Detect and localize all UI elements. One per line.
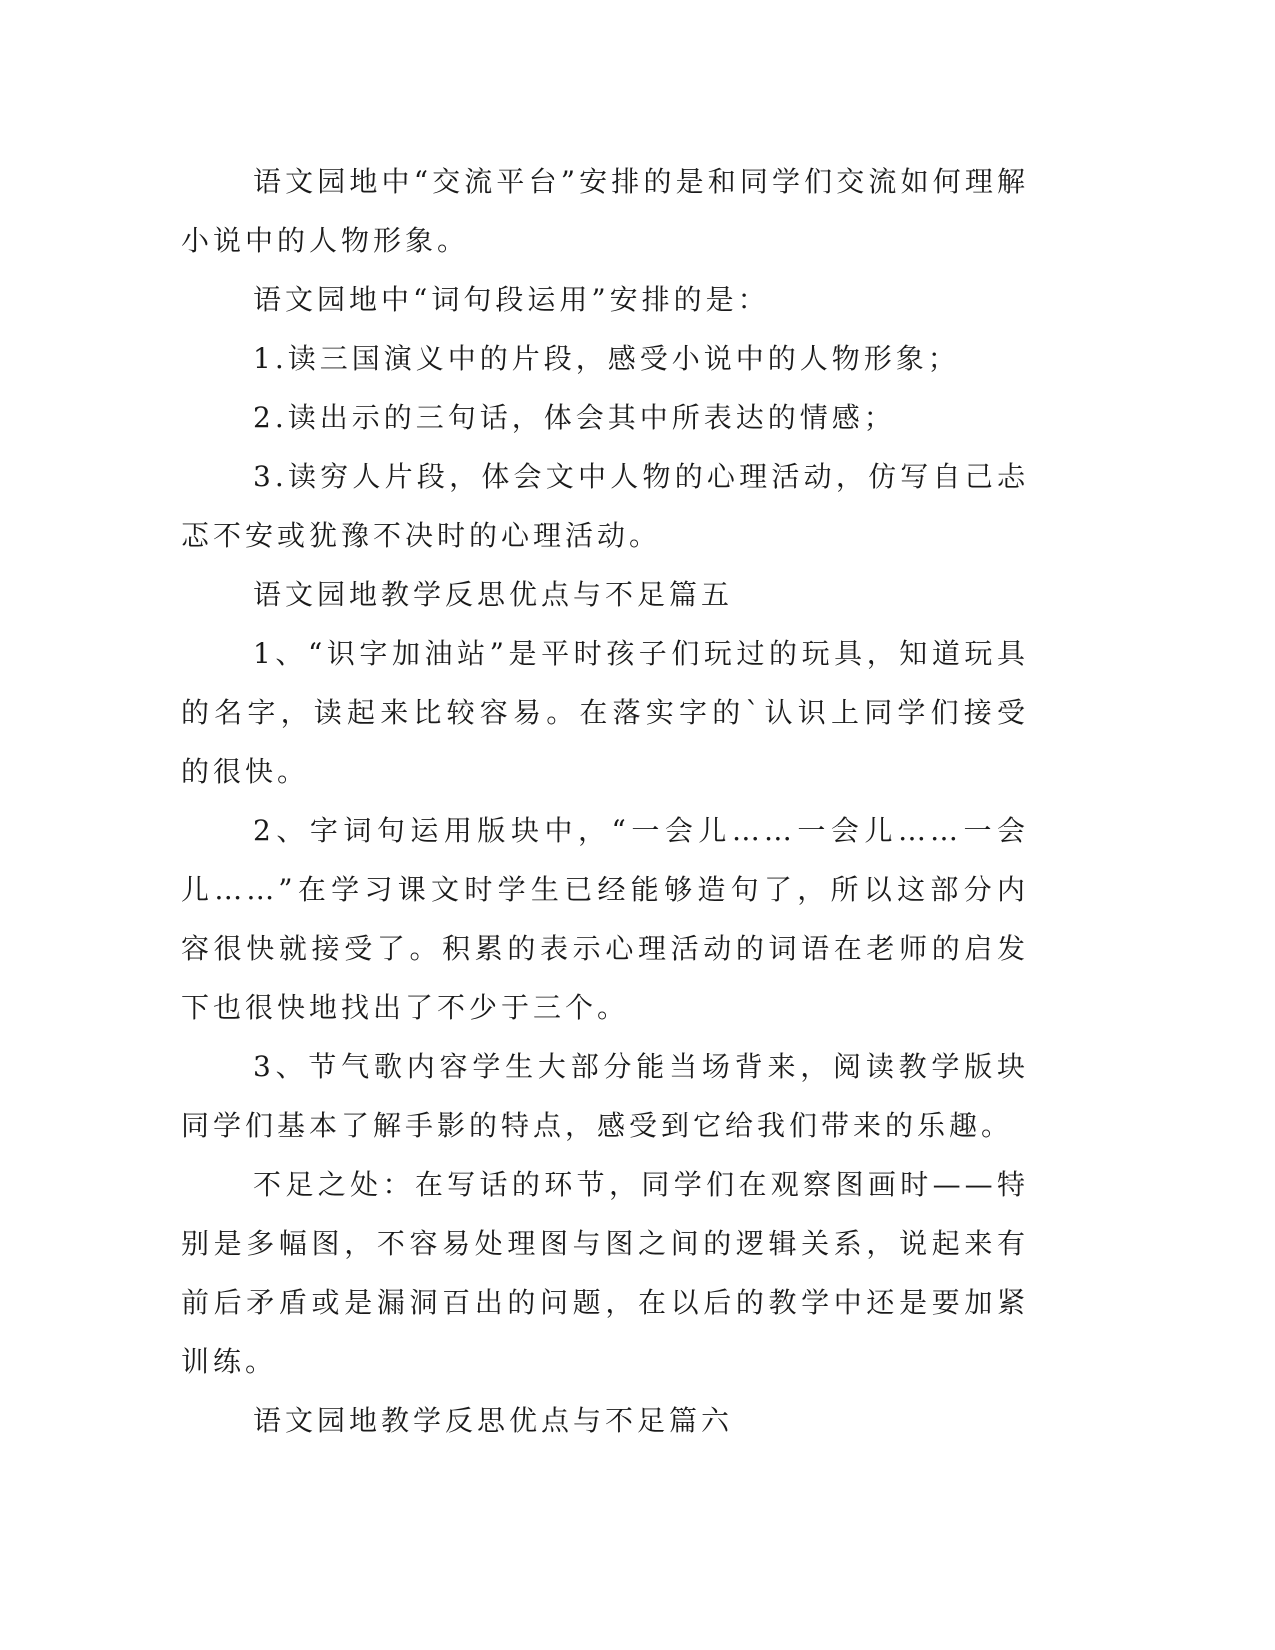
list-item-1: 1.读三国演义中的片段，感受小说中的人物形象； xyxy=(253,342,960,375)
paragraph-jiaoliu-pingtai: 语文园地中“交流平台”安排的是和同学们交流如何理解小说中的人物形象。 xyxy=(181,165,1029,257)
reflection-item-2: 2、字词句运用版块中，“一会儿……一会儿……一会儿……”在学习课文时学生已经能够造句了，所以这部分内容很快就接受了。积累的表示心理活动的词语在老师的启发下也很快地找出了不少于三个。 xyxy=(181,814,1029,1024)
document-body xyxy=(181,152,1029,1450)
shortcomings-paragraph: 不足之处：在写话的环节，同学们在观察图画时——特别是多幅图，不容易处理图与图之间的逻辑关系，说起来有前后矛盾或是漏洞百出的问题，在以后的教学中还是要加紧训练。 xyxy=(181,1168,1029,1378)
list-item-3: 3.读穷人片段，体会文中人物的心理活动，仿写自己忐忑不安或犹豫不决时的心理活动。 xyxy=(181,460,1029,552)
section-heading-6: 语文园地教学反思优点与不足篇六 xyxy=(253,1404,734,1437)
list-item-2: 2.读出示的三句话，体会其中所表达的情感； xyxy=(253,401,896,434)
reflection-item-3: 3、节气歌内容学生大部分能当场背来，阅读教学版块同学们基本了解手影的特点，感受到它给我们带来的乐趣。 xyxy=(181,1050,1029,1142)
section-heading-5: 语文园地教学反思优点与不足篇五 xyxy=(253,578,734,611)
paragraph-ciju-yunyong-heading: 语文园地中“词句段运用”安排的是： xyxy=(253,283,770,316)
reflection-item-1: 1、“识字加油站”是平时孩子们玩过的玩具，知道玩具的名字，读起来比较容易。在落实字的`认识上同学们接受的很快。 xyxy=(181,637,1029,788)
